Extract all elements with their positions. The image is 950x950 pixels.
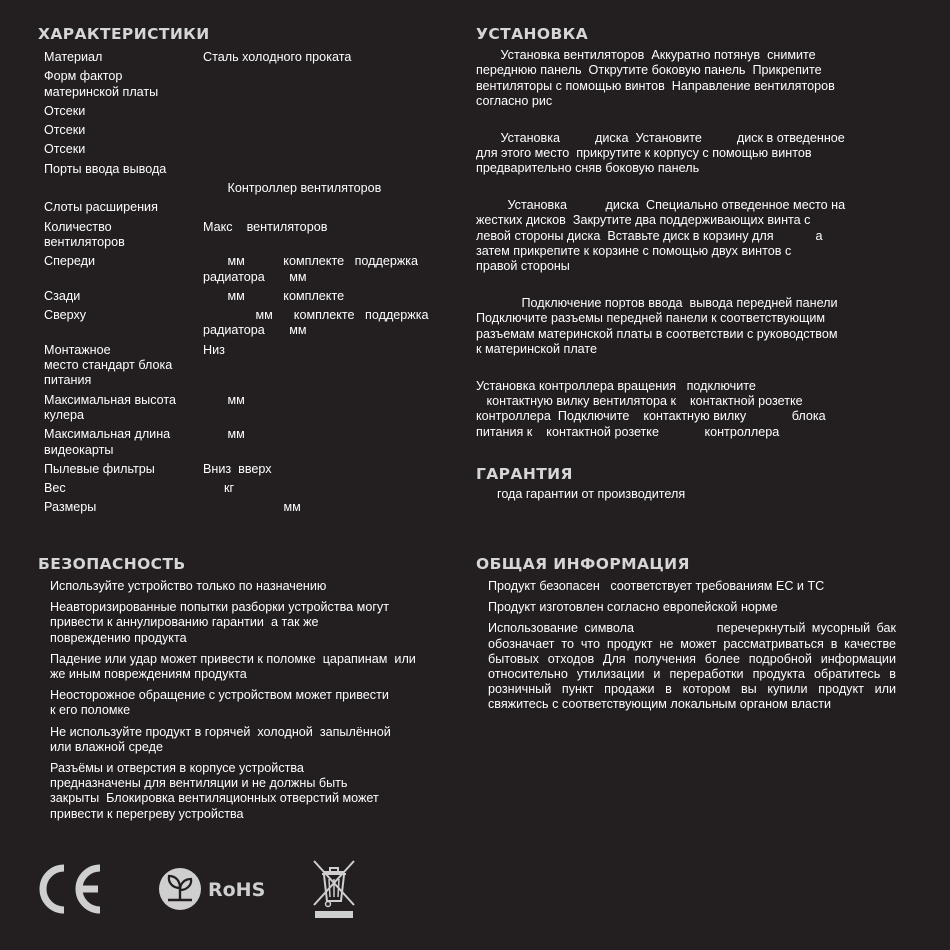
install-step: Установка диска Установите диск в отведенное для этого место прикрутите к корпусу с помощью винтов предварительно сняв боковую панель — [476, 130, 845, 176]
spec-row — [44, 462, 444, 477]
spec-row — [44, 50, 444, 65]
spec-value — [203, 104, 444, 119]
spec-key: Монтажное место стандарт блока питания — [44, 342, 173, 388]
spec-row — [44, 104, 444, 119]
spec-row — [44, 254, 444, 285]
spec-value: мм комплекте — [203, 288, 345, 303]
spec-key: Отсеки — [44, 103, 86, 118]
spec-key: Сверху — [44, 308, 87, 323]
safety-item: Падение или удар может привести к поломке царапинам или же иным повреждениям продукта — [50, 651, 416, 682]
spec-key: Количество вентиляторов — [44, 219, 125, 249]
spec-row — [44, 289, 444, 304]
install-step: Установка контроллера вращения подключите контактную вилку вентилятора к контактной розетке контроллера Подключите контактную вилку блока питания к контактной розетке контроллера — [476, 378, 826, 439]
safety-list — [48, 579, 458, 828]
safety-item: Не используйте продукт в горячей холодной запылённой или влажной среде — [50, 724, 391, 754]
general-item: Продукт безопасен соответствует требованиям ЕС и ТС — [488, 579, 825, 593]
specs-table — [44, 50, 444, 520]
spec-value: Макс вентиляторов — [203, 219, 328, 234]
install-section — [476, 48, 886, 461]
safety-heading: БЕЗОПАСНОСТЬ — [38, 555, 186, 573]
spec-key: Пылевые фильтры — [44, 461, 155, 476]
safety-item: Неавторизированные попытки разборки устройства могут привести к аннулированию гарантии а так же повреждению продукта — [50, 600, 389, 645]
spec-key: Форм фактор материнской платы — [44, 69, 159, 99]
spec-key: Вес — [44, 481, 66, 496]
spec-row — [44, 481, 444, 496]
spec-value: Низ — [203, 342, 225, 357]
general-item: Продукт изготовлен согласно европейской норме — [488, 600, 778, 615]
spec-row — [44, 69, 444, 100]
safety-item: Используйте устройство только по назначению — [50, 579, 327, 593]
general-heading: ОБЩАЯ ИНФОРМАЦИЯ — [476, 555, 690, 573]
spec-row — [44, 162, 444, 177]
spec-value: Вниз вверх — [203, 461, 272, 476]
spec-row — [44, 142, 444, 157]
spec-key: Спереди — [44, 254, 96, 269]
warranty-text: года гарантии от производителя — [476, 487, 686, 501]
spec-value: кг — [203, 481, 235, 496]
spec-value: мм комплекте поддержка радиатора мм — [203, 308, 429, 338]
spec-row — [44, 200, 444, 215]
spec-key: Максимальная длина видеокарты — [44, 427, 171, 457]
install-heading-wrap — [476, 25, 588, 43]
specs-heading-wrap — [38, 25, 210, 43]
spec-row — [44, 220, 444, 251]
spec-value — [203, 142, 444, 157]
rohs-icon — [158, 866, 273, 917]
safety-heading-wrap — [38, 555, 186, 573]
install-step: Подключение портов ввода вывода передней панели Подключите разъемы передней панели к соответствующим разъемам материнской платы в соответствии с руководством к материнской плате — [476, 295, 838, 357]
safety-item: Разъёмы и отверстия в корпусе устройства предназначены для вентиляции и не должны быть закрыты Блокировка вентиляционных отверстий может привести к перегреву устройства — [50, 761, 379, 821]
general-item: Использование символа перечеркнутый мусорный бак обозначает то что продукт не может рассматриваться в качестве бытовых отходов Для получения более подробной информации относительно утилизации и переработки продукта обратитесь в розничный пункт продажи в котором вы купили продукт или свяжитесь с соответствующим локальным органом власти — [488, 621, 900, 712]
spec-row — [44, 393, 444, 424]
spec-value — [203, 123, 444, 138]
spec-row — [44, 123, 444, 138]
spec-value: мм — [203, 427, 245, 442]
spec-key: Сзади — [44, 288, 81, 303]
spec-value — [203, 200, 444, 215]
install-step: Установка вентиляторов Аккуратно потянув снимите переднюю панель Открутите боковую панель Прикрепите вентиляторы с помощью винтов Направление вентиляторов согласно рис — [476, 48, 835, 109]
spec-key: Слоты расширения — [44, 200, 158, 215]
spec-value: Сталь холодного проката — [203, 50, 352, 64]
spec-value: мм — [203, 500, 301, 515]
spec-value — [203, 69, 444, 100]
install-heading: УСТАНОВКА — [476, 25, 589, 43]
spec-key: Порты ввода вывода — [44, 161, 167, 176]
spec-key — [44, 181, 203, 196]
specs-heading: ХАРАКТЕРИСТИКИ — [38, 25, 210, 43]
spec-key: Отсеки — [44, 123, 86, 138]
rohs-text: RoHS — [208, 879, 266, 901]
spec-key: Отсеки — [44, 142, 86, 157]
spec-value: мм комплекте поддержка радиатора мм — [203, 254, 419, 284]
spec-value — [203, 162, 444, 177]
spec-value: Контроллер вентиляторов — [203, 181, 382, 196]
spec-row — [44, 181, 444, 196]
warranty-heading: ГАРАНТИЯ — [476, 465, 573, 483]
safety-item: Неосторожное обращение с устройством может привести к его поломке — [50, 688, 389, 718]
spec-row — [44, 343, 444, 389]
spec-row — [44, 500, 444, 515]
spec-value: мм — [203, 392, 245, 407]
spec-row — [44, 308, 444, 339]
install-step: Установка диска Специально отведенное место на жестких дисков Закрутите два поддерживающих винта с левой стороны диска Вставьте диск в корзину для а затем прикрепите к корзине с помощью двух винтов с правой стороны — [476, 197, 846, 274]
general-heading-wrap — [476, 555, 690, 573]
spec-key: Материал — [44, 50, 103, 64]
spec-key: Максимальная высота кулера — [44, 392, 177, 422]
spec-key: Размеры — [44, 500, 97, 515]
general-list — [488, 579, 900, 719]
spec-row — [44, 427, 444, 458]
ce-mark-icon — [36, 864, 104, 919]
crossed-bin-icon — [311, 858, 357, 927]
warranty-heading-wrap — [476, 465, 573, 483]
